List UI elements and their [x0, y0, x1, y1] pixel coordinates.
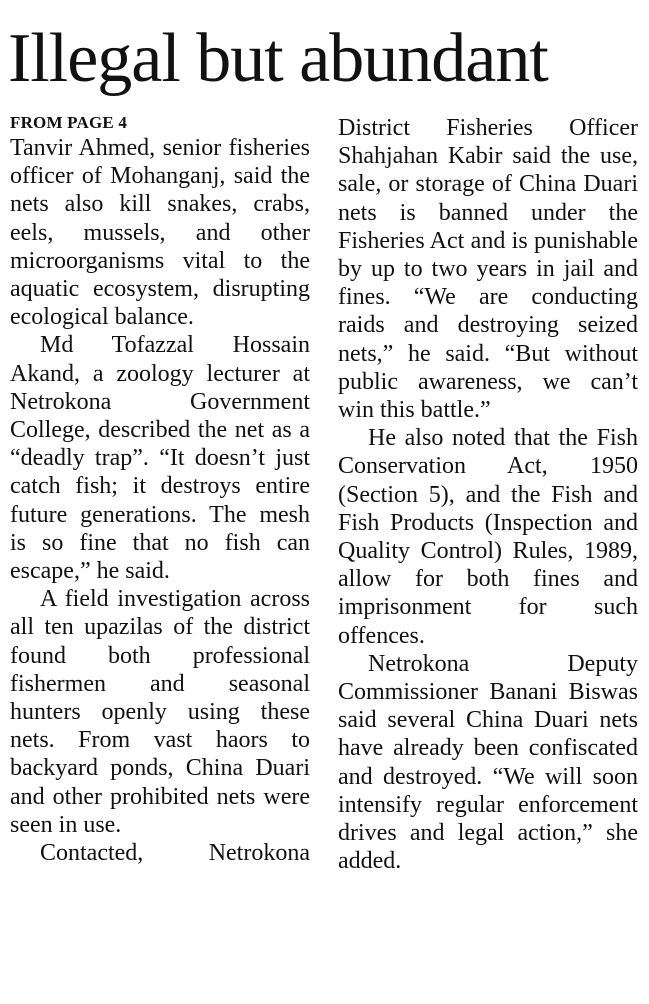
right-column	[338, 112, 638, 875]
paragraph-tofazzal-hossain: Md Tofazzal Hossain Akand, a zoology lecturer at Netrokona Government College, described the net as a “deadly trap”. “It doesn’t just catch fish; it destroys entire future generations. The mesh is so fine that no fish can escape,” he said.	[10, 332, 310, 585]
paragraph-contacted: Contacted, Netrokona	[40, 840, 310, 867]
paragraph-conservation-act: He also noted that the Fish Conservation Act, 1950 (Section 5), and the Fish and Fish Products (Inspection and Quality Control) Rules, 1989, allow for both fines and imprisonment for such offences.	[338, 425, 638, 649]
paragraph-tanvir-ahmed: Tanvir Ahmed, senior fisheries officer of Mohanganj, said the nets also kill snakes, crabs, eels, mussels, and other microorganisms vital to the aquatic ecosystem, disrupting ecological balance.	[10, 135, 310, 331]
article-headline: Illegal but abundant	[8, 20, 548, 97]
paragraph-district-fisheries-officer: District Fisheries Officer Shahjahan Kabir said the use, sale, or storage of China Duari nets is banned under the Fisheries Act and is punishable by up to two years in jail and fines. “We are conducting raids and destroying seized nets,” he said. “But without public awareness, we can’t win this battle.”	[338, 115, 638, 424]
paragraph-deputy-commissioner: Netrokona Deputy Commissioner Banani Biswas said several China Duari nets have already been confiscated and destroyed. “We will soon intensify regular enforcement drives and legal action,” she added.	[338, 650, 638, 875]
left-column	[10, 112, 310, 867]
continuation-kicker: FROM PAGE 4	[10, 113, 128, 132]
paragraph-field-investigation: A field investigation across all ten upazilas of the district found both professional fishermen and seasonal hunters openly using these nets. From vast haors to backyard ponds, China Duari and other prohibited nets were seen in use.	[10, 586, 310, 838]
